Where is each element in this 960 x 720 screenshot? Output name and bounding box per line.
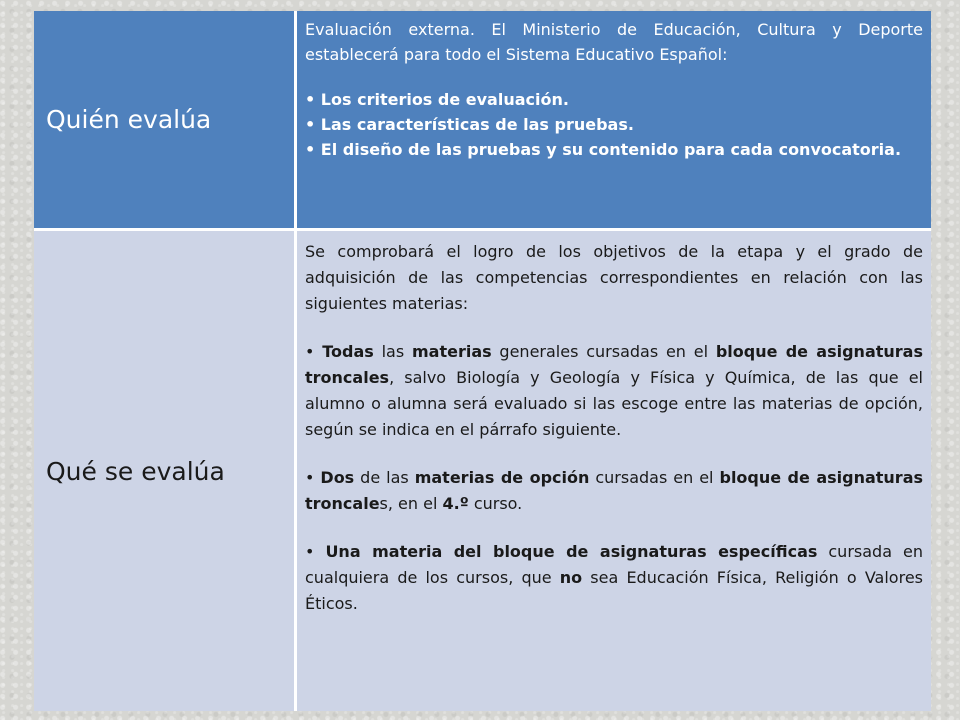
bullet-item: • El diseño de las pruebas y su contenido para cada convocatoria.: [305, 140, 902, 159]
row-label-quien-evalua: [34, 11, 294, 228]
bullet-item-todas: • Todas las materias generales cursadas en el bloque de asignaturas troncales, salvo Biología y Geología y Física y Química, de las que el alumno o alumna será evaluado si las escoge entre las materias de opción, según se indica en el párrafo siguiente.: [305, 342, 923, 439]
intro-paragraph: Evaluación externa. El Ministerio de Educación, Cultura y Deporte establecerá para todo el Sistema Educativo Español:: [305, 20, 923, 64]
row-label-text: Qué se evalúa: [46, 456, 225, 486]
intro-paragraph: Se comprobará el logro de los objetivos de la etapa y el grado de adquisición de las competencias correspondientes en relación con las siguientes materias:: [305, 242, 923, 313]
bullet-item-una-materia: • Una materia del bloque de asignaturas específicas cursada en cualquiera de los cursos, que no sea Educación Física, Religión o Valores Éticos.: [305, 542, 923, 613]
evaluation-table: [34, 11, 931, 711]
row-label-text: Quién evalúa: [46, 105, 212, 134]
bullet-item-dos: • Dos de las materias de opción cursadas en el bloque de asignaturas troncales, en el 4.º curso.: [305, 468, 924, 513]
row-label-que-se-evalua: [34, 231, 294, 711]
bullet-item: • Los criterios de evaluación.: [305, 90, 569, 109]
bullet-item: • Las características de las pruebas.: [305, 115, 634, 134]
row-content-que-se-evalua: [297, 231, 931, 711]
row-content-quien-evalua: [297, 11, 931, 228]
